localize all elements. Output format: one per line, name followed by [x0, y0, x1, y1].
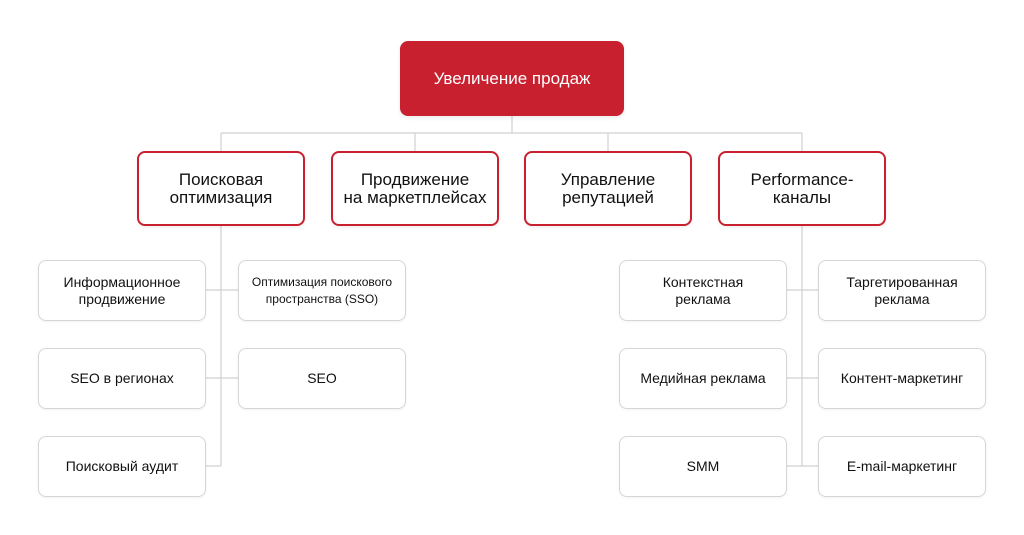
- leaf-targeted-ads: Таргетированная реклама: [818, 260, 986, 321]
- leaf-content-marketing: Контент-маркетинг: [818, 348, 986, 409]
- category-performance-channels: Performance- каналы: [718, 151, 886, 226]
- leaf-email-marketing: E-mail-маркетинг: [818, 436, 986, 497]
- leaf-seo: SEO: [238, 348, 406, 409]
- leaf-seo-regions: SEO в регионах: [38, 348, 206, 409]
- category-reputation-management: Управление репутацией: [524, 151, 692, 226]
- category-search-optimization: Поисковая оптимизация: [137, 151, 305, 226]
- leaf-sso: Оптимизация поискового пространства (SSO): [238, 260, 406, 321]
- leaf-search-audit: Поисковый аудит: [38, 436, 206, 497]
- category-marketplace-promotion: Продвижение на маркетплейсах: [331, 151, 499, 226]
- leaf-contextual-ads: Контекстная реклама: [619, 260, 787, 321]
- leaf-informational-promotion: Информационное продвижение: [38, 260, 206, 321]
- leaf-smm: SMM: [619, 436, 787, 497]
- root-node: Увеличение продаж: [400, 41, 624, 116]
- leaf-media-ads: Медийная реклама: [619, 348, 787, 409]
